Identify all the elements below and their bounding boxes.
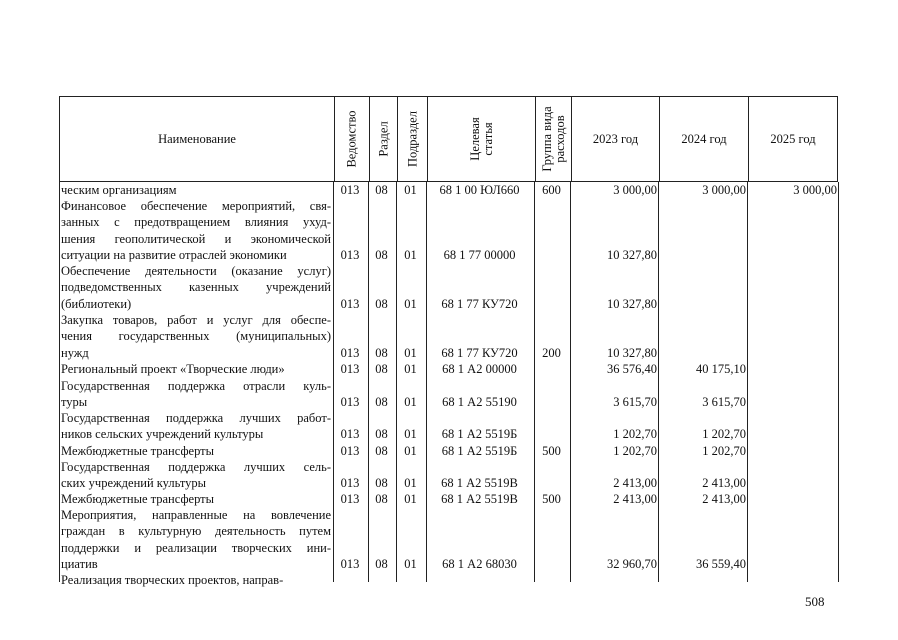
row-gruppa: 200 [542, 345, 561, 360]
row-2023: 3 000,00 [613, 183, 657, 197]
table-row [59, 182, 838, 198]
row-name-line: Государственная поддержка лучших сель- [61, 460, 331, 474]
row-razdel: 08 [375, 492, 388, 506]
row-razdel: 08 [375, 247, 388, 262]
row-celevaya: 68 1 77 КУ720 [441, 345, 518, 360]
row-gruppa: 600 [542, 183, 561, 197]
row-celevaya: 68 1 00 ЮЛ660 [439, 183, 520, 197]
row-celevaya: 68 1 А2 5519В [441, 476, 518, 491]
table-row [59, 459, 838, 492]
row-name-line: занных с предотвращением влияния ухуд- [61, 215, 331, 230]
row-vedomstvo: 013 [340, 296, 360, 311]
row-2023: 3 615,70 [613, 395, 657, 410]
header-celevaya-cell [427, 97, 535, 181]
row-name [61, 459, 331, 492]
row-name-line: Реализация творческих проектов, направ- [61, 573, 284, 587]
table-row [59, 198, 838, 263]
row-2023: 1 202,70 [613, 427, 657, 442]
header-razdel: Раздел [376, 121, 390, 157]
row-name [61, 182, 331, 198]
header-celevaya-line2: статья [480, 122, 495, 156]
table-row [59, 572, 838, 588]
header-gruppa-line1: Группа вида [539, 106, 554, 172]
row-2023: 1 202,70 [613, 444, 657, 458]
header-2023: 2023 год [592, 131, 639, 146]
row-vedomstvo: 013 [340, 427, 360, 442]
row-2023: 2 413,00 [613, 476, 657, 491]
row-name-line: ских учреждений культуры [61, 476, 207, 491]
header-celevaya-line1: Целевая [467, 117, 482, 161]
row-vedomstvo: 013 [340, 444, 360, 458]
table-row [59, 410, 838, 443]
header-celevaya [469, 117, 495, 160]
table-row [59, 491, 838, 507]
table-row [59, 263, 838, 312]
header-name: Наименование [158, 131, 236, 146]
row-name [61, 410, 331, 443]
row-name-line: нужд [61, 345, 89, 360]
row-name [61, 572, 331, 588]
header-razdel-cell [369, 97, 397, 181]
row-vedomstvo: 013 [340, 476, 360, 491]
row-name-line: ческим организациям [61, 183, 177, 197]
header-vedomstvo: Ведомство [344, 110, 359, 168]
table-row [59, 443, 838, 459]
row-name [61, 378, 331, 411]
row-vedomstvo: 013 [340, 556, 360, 571]
table-row [59, 361, 838, 377]
header-vedomstvo-cell [334, 97, 369, 181]
row-razdel: 08 [375, 556, 388, 571]
row-name [61, 198, 331, 263]
row-celevaya: 68 1 77 КУ720 [441, 296, 518, 311]
table-row [59, 312, 838, 361]
header-gruppa-line2: расходов [552, 115, 567, 163]
row-name-line: поддержки и реализации творческих ини- [61, 540, 331, 555]
row-podrazdel: 01 [404, 476, 417, 491]
header-gruppa [541, 106, 567, 171]
row-vedomstvo: 013 [340, 395, 360, 410]
header-gruppa-cell [535, 97, 571, 181]
row-podrazdel: 01 [404, 556, 417, 571]
row-name-line: Межбюджетные трансферты [61, 444, 215, 458]
row-vedomstvo: 013 [340, 247, 360, 262]
row-name-line: туры [61, 395, 88, 410]
row-celevaya: 68 1 А2 55190 [442, 395, 517, 410]
row-podrazdel: 01 [404, 345, 417, 360]
row-name-line: Региональный проект «Творческие люди» [61, 362, 285, 376]
header-2024: 2024 год [681, 131, 727, 146]
row-name-line: граждан в культурную деятельность путем [61, 524, 331, 539]
row-razdel: 08 [375, 444, 388, 458]
row-2023: 10 327,80 [607, 247, 657, 262]
row-name-line: Обеспечение деятельности (оказание услуг) [61, 264, 331, 278]
row-name [61, 312, 331, 361]
row-razdel: 08 [375, 395, 388, 410]
row-celevaya: 68 1 А2 68030 [442, 556, 517, 571]
row-vedomstvo: 013 [340, 345, 360, 360]
table-header [59, 96, 838, 182]
row-razdel: 08 [375, 183, 388, 197]
row-razdel: 08 [375, 427, 388, 442]
row-name-line: ников сельских учреждений культуры [61, 427, 264, 442]
row-2023: 10 327,80 [607, 345, 657, 360]
row-podrazdel: 01 [404, 183, 417, 197]
row-name-line: чения государственных (муниципальных) [61, 329, 331, 344]
row-name-line: Закупка товаров, работ и услуг для обеспе- [61, 313, 331, 327]
row-razdel: 08 [375, 476, 388, 491]
row-podrazdel: 01 [404, 395, 417, 410]
table-row [59, 378, 838, 411]
row-2023: 10 327,80 [607, 296, 657, 311]
row-name-line: Государственная поддержка отрасли куль- [61, 379, 331, 393]
table-row [59, 507, 838, 572]
row-vedomstvo: 013 [340, 362, 360, 376]
row-2024: 3 615,70 [702, 395, 746, 410]
row-name-line: Финансовое обеспечение мероприятий, свя- [61, 199, 331, 213]
row-razdel: 08 [375, 296, 388, 311]
row-celevaya: 68 1 А2 5519В [441, 492, 518, 506]
row-vedomstvo: 013 [340, 492, 360, 506]
row-name [61, 507, 331, 572]
row-2023: 2 413,00 [613, 492, 657, 506]
row-2024: 2 413,00 [702, 492, 746, 506]
row-name-line: Государственная поддержка лучших работ- [61, 411, 331, 425]
row-podrazdel: 01 [404, 444, 417, 458]
row-razdel: 08 [375, 362, 388, 376]
row-gruppa: 500 [542, 444, 561, 458]
row-podrazdel: 01 [404, 362, 417, 376]
row-name [61, 443, 331, 459]
row-name-line: ситуации на развитие отраслей экономики [61, 247, 287, 262]
row-podrazdel: 01 [404, 247, 417, 262]
header-2023-cell [571, 97, 659, 181]
header-podrazdel-cell [397, 97, 427, 181]
row-2024: 3 000,00 [702, 183, 746, 197]
row-name-line: Мероприятия, направленные на вовлечение [61, 508, 331, 522]
row-gruppa: 500 [542, 492, 561, 506]
header-name-cell [60, 97, 334, 181]
row-podrazdel: 01 [404, 296, 417, 311]
column-rule [838, 182, 839, 582]
row-celevaya: 68 1 А2 00000 [442, 362, 517, 376]
row-2023: 36 576,40 [607, 362, 657, 376]
row-celevaya: 68 1 А2 5519Б [441, 427, 518, 442]
row-name-line: Межбюджетные трансферты [61, 492, 215, 506]
page-number: 508 [805, 594, 825, 609]
row-2024: 40 175,10 [696, 362, 746, 376]
row-podrazdel: 01 [404, 492, 417, 506]
row-name [61, 491, 331, 507]
row-2024: 36 559,40 [696, 556, 746, 571]
row-name-line: подведомственных казенных учреждений [61, 280, 331, 295]
row-2025: 3 000,00 [793, 183, 837, 197]
row-name-line: (библиотеки) [61, 296, 132, 311]
row-2024: 1 202,70 [702, 444, 746, 458]
header-2025-cell [748, 97, 837, 181]
row-name-line: шения геополитической и экономической [61, 231, 331, 246]
row-2024: 2 413,00 [702, 476, 746, 491]
row-2023: 32 960,70 [607, 556, 657, 571]
row-name [61, 361, 331, 377]
header-podrazdel: Подраздел [405, 111, 419, 167]
row-2024: 1 202,70 [702, 427, 746, 442]
row-razdel: 08 [375, 345, 388, 360]
row-celevaya: 68 1 77 00000 [443, 247, 516, 262]
header-2024-cell [659, 97, 748, 181]
row-podrazdel: 01 [404, 427, 417, 442]
row-vedomstvo: 013 [340, 183, 360, 197]
row-name-line: циатив [61, 556, 98, 571]
row-celevaya: 68 1 А2 5519Б [441, 444, 518, 458]
header-2025: 2025 год [770, 131, 816, 146]
row-name [61, 263, 331, 312]
